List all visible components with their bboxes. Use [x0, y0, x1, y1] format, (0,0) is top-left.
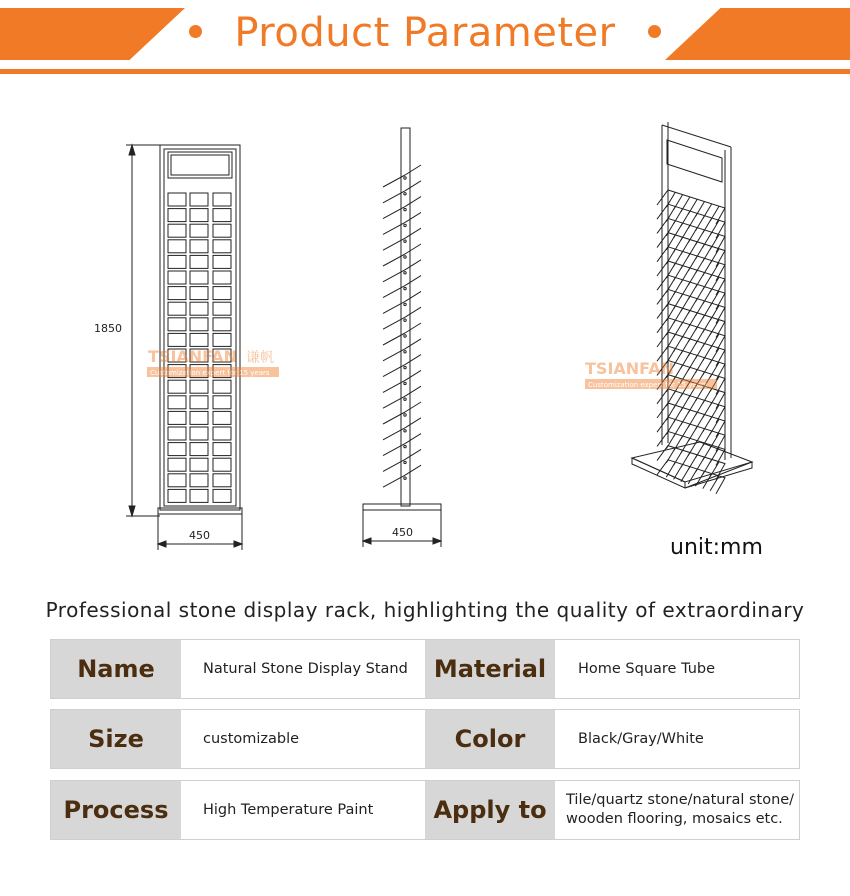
technical-drawings — [0, 110, 850, 580]
side-view-drawing — [363, 128, 441, 510]
watermark — [147, 347, 717, 389]
param-value-material: Home Square Tube — [578, 661, 716, 677]
header-underline — [0, 69, 850, 74]
unit-label: unit:mm — [670, 535, 763, 560]
rack-drawings-svg — [0, 110, 850, 580]
param-value-process: High Temperature Paint — [203, 802, 374, 818]
page-title — [0, 10, 850, 56]
svg-text:TSIANFAN: TSIANFAN — [148, 347, 238, 366]
svg-text:Customization expert for 15 ye: Customization expert for 15 years — [150, 369, 270, 377]
product-description: Professional stone display rack, highlighting the quality of extraordinary — [45, 598, 805, 622]
param-label-process: Process — [51, 781, 181, 839]
isometric-view-drawing — [632, 122, 752, 494]
page-title-text: Product Parameter — [234, 10, 616, 56]
front-height-label: 1850 — [94, 322, 122, 335]
param-label-apply-to: Apply to — [425, 781, 555, 839]
param-value-size: customizable — [203, 731, 300, 747]
param-label-size: Size — [51, 710, 181, 768]
svg-text:TSIANFAN: TSIANFAN — [585, 359, 675, 378]
param-row-3 — [50, 780, 800, 840]
param-row-1 — [50, 639, 800, 699]
front-view-drawing — [158, 145, 242, 514]
param-row-2 — [50, 709, 800, 769]
param-label-color: Color — [425, 710, 555, 768]
bullet-dot-icon — [648, 25, 661, 38]
param-value-name: Natural Stone Display Stand — [203, 661, 408, 677]
side-width-label: 450 — [392, 526, 413, 539]
front-height-dimension — [126, 145, 160, 516]
header-banner — [0, 0, 850, 78]
param-label-name: Name — [51, 640, 181, 698]
front-width-label: 450 — [189, 529, 210, 542]
param-value-color: Black/Gray/White — [578, 731, 704, 747]
param-value-apply-to: Tile/quartz stone/natural stone/ wooden flooring, mosaics etc. — [566, 792, 795, 827]
svg-text:谦帆: 谦帆 — [246, 350, 274, 366]
bullet-dot-icon — [189, 25, 202, 38]
svg-text:Customization expert for 15 ye: Customization expert for 15 years — [588, 381, 708, 389]
param-label-material: Material — [425, 640, 555, 698]
